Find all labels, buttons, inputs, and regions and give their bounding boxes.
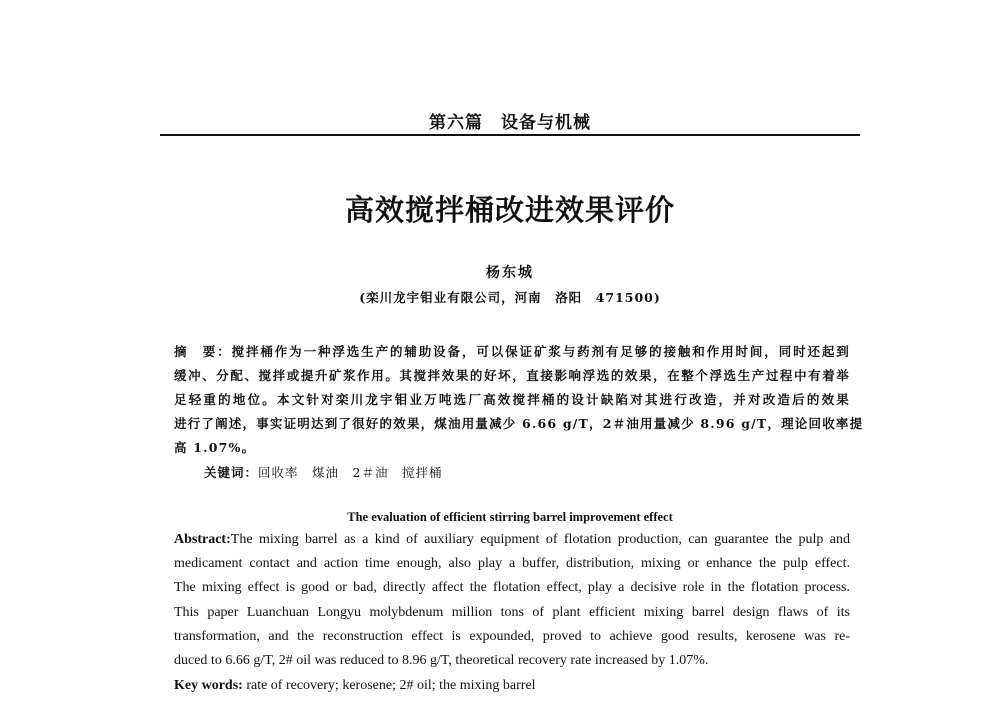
english-title: The evaluation of efficient stirring barrel improvement effect [347, 510, 673, 524]
abstract-cn-label: 摘 要： [174, 344, 232, 359]
abstract-en-label: Abstract: [174, 532, 231, 547]
abstract-cn-line: 高 1.07%。 [174, 440, 256, 455]
abstract-cn-line: 足轻重的地位。本文针对栾川龙宇钼业万吨选厂高效搅拌桶的设计缺陷对其进行改造，并对改造后的效果 [174, 392, 850, 407]
keywords-cn-text: 回收率 煤油 2＃油 搅拌桶 [258, 465, 443, 480]
abstract-cn-line: 缓冲、分配、搅拌或提升矿浆作用。其搅拌效果的好坏，直接影响浮选的效果，在整个浮选生产过程中有着举 [174, 368, 850, 383]
abstract-en-line: medicament contact and action time enough, also play a buffer, distribution, mixing or enhance the pulp effect. [174, 556, 850, 571]
abstract-cn-text: 搅拌桶作为一种浮选生产的辅助设备，可以保证矿浆与药剂有足够的接触和作用时间，同时还起到 [231, 344, 850, 359]
section-header: 第六篇 设备与机械 [429, 113, 591, 133]
abstract-en-line [174, 532, 850, 548]
abstract-en-line: transformation, and the reconstruction effect is expounded, proved to achieve good results, kerosene was re- [174, 629, 850, 644]
abstract-en-line: This paper Luanchuan Longyu molybdenum million tons of plant efficient mixing barrel design flaws of its [174, 605, 850, 620]
keywords-en-label: Key words: [174, 678, 243, 693]
author: 杨东城 [486, 265, 534, 281]
keywords-en [174, 678, 536, 694]
abstract-en-line: The mixing effect is good or bad, directly affect the flotation effect, play a decisive role in the flotation process. [174, 580, 850, 595]
abstract-en-line: duced to 6.66 g/T, 2# oil was reduced to 8.96 g/T, theoretical recovery rate increased by 1.07%. [174, 653, 709, 668]
keywords-en-text: rate of recovery; kerosene; 2# oil; the mixing barrel [242, 678, 536, 693]
keywords-cn-label: 关键词： [204, 465, 259, 480]
abstract-cn-line: 进行了阐述，事实证明达到了很好的效果，煤油用量减少 6.66 g/T，2＃油用量减少 8.96 g/T，理论回收率提 [174, 416, 864, 431]
abstract-cn-line [174, 342, 850, 360]
affiliation: (栾川龙宇钼业有限公司，河南 洛阳 471500) [359, 290, 661, 305]
abstract-en-text: The mixing barrel as a kind of auxiliary equipment of flotation production, can guarantee the pulp and [230, 532, 850, 547]
header-rule [160, 134, 860, 136]
paper-title: 高效搅拌桶改进效果评价 [344, 193, 675, 227]
keywords-cn [204, 463, 442, 481]
